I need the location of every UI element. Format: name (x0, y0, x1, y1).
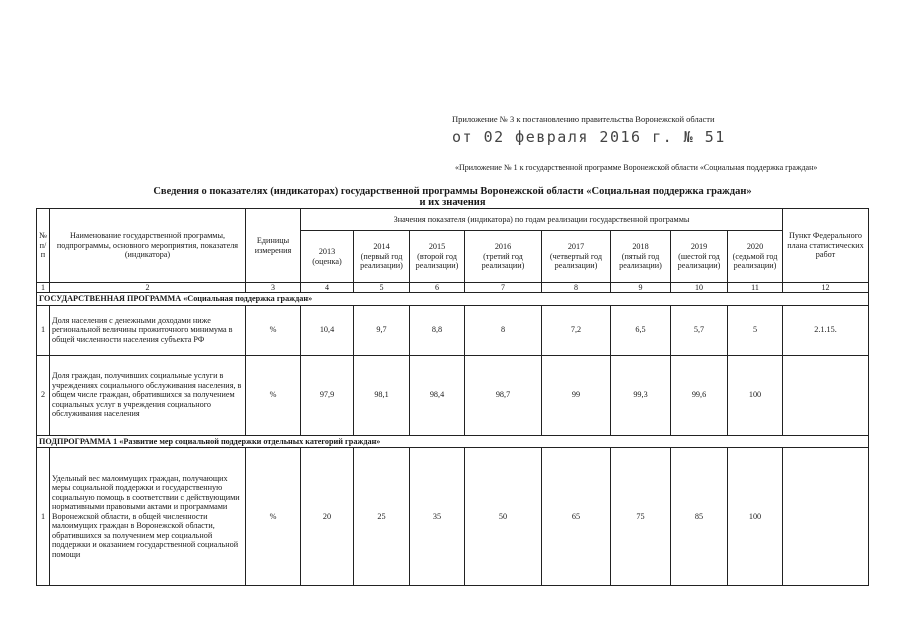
year-header: 2017 (четвертый год реализации) (542, 231, 611, 283)
column-number-row (37, 283, 869, 293)
col-header-unit: Единицы измерения (246, 209, 301, 283)
value-cell: 7,2 (542, 305, 611, 355)
value-cell: 8,8 (410, 305, 465, 355)
value-cell: 99 (542, 355, 611, 435)
col-number: 7 (465, 283, 542, 293)
row-num: 2 (37, 355, 50, 435)
col-number: 11 (728, 283, 783, 293)
value-cell: 9,7 (354, 305, 410, 355)
year-header: 2015 (второй год реализации) (410, 231, 465, 283)
row-num: 1 (37, 448, 50, 586)
value-cell: 98,7 (465, 355, 542, 435)
plan-cell (783, 355, 869, 435)
row-num: 1 (37, 305, 50, 355)
col-number: 2 (50, 283, 246, 293)
year-header: 2019 (шестой год реализации) (671, 231, 728, 283)
section-state-program: ГОСУДАРСТВЕННАЯ ПРОГРАММА «Социальная поддержка граждан» (37, 293, 869, 306)
col-header-name: Наименование государственной программы, подпрограммы, основного мероприятия, показателя (индикатора) (50, 209, 246, 283)
header-row-1 (37, 209, 869, 231)
value-cell: 65 (542, 448, 611, 586)
col-header-num: № п/п (37, 209, 50, 283)
value-cell: 98,4 (410, 355, 465, 435)
value-cell: 25 (354, 448, 410, 586)
value-cell: 97,9 (301, 355, 354, 435)
col-number: 6 (410, 283, 465, 293)
value-cell: 98,1 (354, 355, 410, 435)
value-cell: 100 (728, 448, 783, 586)
value-cell: 50 (465, 448, 542, 586)
document-title (0, 186, 905, 208)
col-number: 4 (301, 283, 354, 293)
value-cell: 5 (728, 305, 783, 355)
year-header: 2018 (пятый год реализации) (611, 231, 671, 283)
section-row (37, 293, 869, 306)
unit-cell: % (246, 355, 301, 435)
year-header: 2020 (седьмой год реализации) (728, 231, 783, 283)
col-number: 5 (354, 283, 410, 293)
value-cell: 35 (410, 448, 465, 586)
col-number: 10 (671, 283, 728, 293)
unit-cell: % (246, 305, 301, 355)
indicator-name: Доля населения с денежными доходами ниже региональной величины прожиточного минимума в общей численности населения субъекта РФ (50, 305, 246, 355)
section-row (37, 435, 869, 448)
title-line-2: и их значения (419, 197, 486, 208)
indicator-name: Удельный вес малоимущих граждан, получающих меры социальной поддержки и государственную социальную помощь в соответствии с действующими нормативными правовыми актами и программами Воронежской области, в общей численности малоимущих граждан в Воронежской области, обратившихся за получением мер социальной поддержки и оказанием государственной социальной помощи (50, 448, 246, 586)
section-subprogram-1: ПОДПРОГРАММА 1 «Развитие мер социальной поддержки отдельных категорий граждан» (37, 435, 869, 448)
value-cell: 99,6 (671, 355, 728, 435)
col-number: 12 (783, 283, 869, 293)
title-line-1: Сведения о показателях (индикаторах) государственной программы Воронежской области «Социальная поддержка граждан» (153, 186, 752, 197)
table-row (37, 305, 869, 355)
indicator-name: Доля граждан, получивших социальные услуги в учреждениях социального обслуживания населения, в общем числе граждан, обратившихся за получением социальных услуг в учреждения социального обслуживания населения (50, 355, 246, 435)
table-row (37, 448, 869, 586)
year-header: 2014 (первый год реализации) (354, 231, 410, 283)
date-line: от 02 февраля 2016 г. № 51 (452, 128, 726, 146)
plan-cell (783, 448, 869, 586)
appendix-line: Приложение № 3 к постановлению правительства Воронежской области (452, 114, 715, 124)
col-header-values-group: Значения показателя (индикатора) по годам реализации государственной программы (301, 209, 783, 231)
col-number: 3 (246, 283, 301, 293)
value-cell: 20 (301, 448, 354, 586)
value-cell: 8 (465, 305, 542, 355)
indicators-table (36, 208, 869, 586)
year-header: 2013 (оценка) (301, 231, 354, 283)
plan-cell: 2.1.15. (783, 305, 869, 355)
value-cell: 6,5 (611, 305, 671, 355)
value-cell: 5,7 (671, 305, 728, 355)
col-header-plan: Пункт Федерального плана статистических работ (783, 209, 869, 283)
value-cell: 100 (728, 355, 783, 435)
value-cell: 10,4 (301, 305, 354, 355)
value-cell: 85 (671, 448, 728, 586)
year-header: 2016 (третий год реализации) (465, 231, 542, 283)
unit-cell: % (246, 448, 301, 586)
table-row (37, 355, 869, 435)
col-number: 8 (542, 283, 611, 293)
value-cell: 99,3 (611, 355, 671, 435)
col-number: 9 (611, 283, 671, 293)
value-cell: 75 (611, 448, 671, 586)
program-appendix-line: «Приложение № 1 к государственной программе Воронежской области «Социальная поддержка граждан» (455, 163, 818, 172)
col-number: 1 (37, 283, 50, 293)
